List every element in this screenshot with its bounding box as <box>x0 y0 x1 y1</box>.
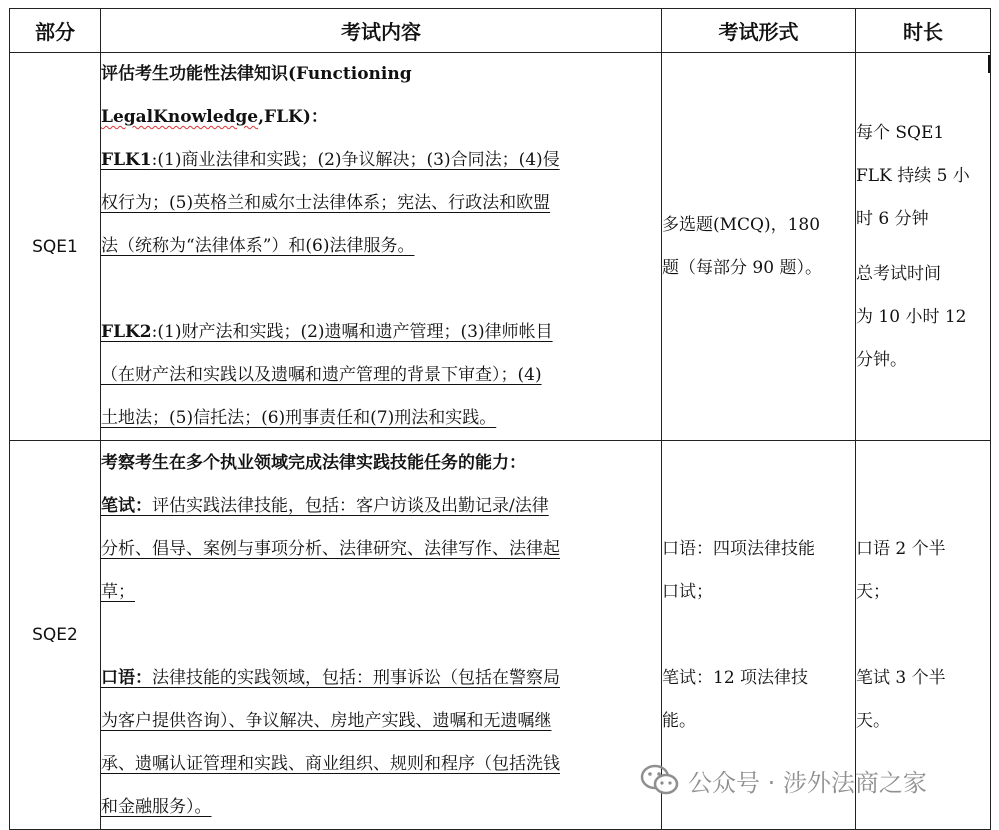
sqe2-intro: 考察考生在多个执业领域完成法律实践技能任务的能力： <box>101 452 526 473</box>
spacer <box>101 614 661 657</box>
oral-line3: 承、遗嘱认证管理和实践、商业组织、规则和程序（包括洗钱 <box>101 753 560 774</box>
flk2-text3: 土地法；(5)信托法；(6)刑事责任和(7)刑法和实践。 <box>101 408 497 428</box>
text-cursor <box>988 55 990 73</box>
watermark <box>640 758 980 802</box>
written-line3 <box>101 571 661 614</box>
sqe1-intro-line2 <box>101 96 661 139</box>
wechat-icon <box>640 763 680 797</box>
sqe1-dur-line5: 为 10 小时 12 <box>856 306 967 327</box>
sqe1-format-line1: 多选题(MCQ)，180 <box>662 214 821 235</box>
sqe2-dur-line3: 笔试 3 个半 <box>856 667 946 688</box>
sqe1-format <box>662 53 856 441</box>
written-line1 <box>101 485 661 528</box>
header-format: 考试形式 <box>662 9 856 53</box>
written-line2: 分析、倡导、案例与事项分析、法律研究、法律写作、法律起 <box>101 538 560 559</box>
sqe1-dur-line6: 分钟。 <box>856 349 907 370</box>
sqe2-format-line3: 笔试：12 项法律技 <box>662 667 809 688</box>
header-row <box>10 9 991 53</box>
flk1-text3: 法（统称为“法律体系”）和(6)法律服务。 <box>101 236 415 256</box>
flk2-line2: （在财产法和实践以及遗嘱和遗产管理的背景下审查）；(4) <box>101 365 542 385</box>
sqe2-dur-line2: 天； <box>856 581 890 602</box>
sqe2-part: SQE2 <box>10 441 101 830</box>
header-duration: 时长 <box>856 9 991 53</box>
written-text3: 草； <box>101 581 135 602</box>
flk2-line3 <box>101 397 661 440</box>
written-text1: 评估实践法律技能，包括：客户访谈及出勤记录/法律 <box>152 495 549 516</box>
spacer <box>856 614 990 657</box>
sqe1-dur-line2: FLK 持续 5 小 <box>856 165 970 186</box>
sqe1-dur-line1: 每个 SQE1 <box>856 122 945 143</box>
sqe2-dur-line1: 口语 2 个半 <box>856 538 946 559</box>
flk2-label: FLK2 <box>101 322 152 342</box>
sqe1-intro-rest: ,FLK)： <box>258 107 328 127</box>
oral-line2: 为客户提供咨询）、争议解决、房地产实践、遗嘱和无遗嘱继 <box>101 710 552 731</box>
flk1-line3 <box>101 225 661 268</box>
sqe1-intro-line1: 评估考生功能性法律知识(Functioning <box>101 64 412 84</box>
sqe1-intro-squiggle-term: LegalKnowledge <box>101 107 259 127</box>
flk2-line1 <box>101 311 661 354</box>
flk1-label: FLK1 <box>101 150 152 170</box>
spacer <box>662 614 855 657</box>
header-content: 考试内容 <box>101 9 662 53</box>
sqe1-content <box>101 53 662 441</box>
flk1-line1 <box>101 139 661 182</box>
sqe1-format-line2: 题（每部分 90 题）。 <box>662 257 822 278</box>
exam-table <box>9 8 991 830</box>
sqe1-part: SQE1 <box>10 53 101 441</box>
oral-line1 <box>101 657 661 700</box>
sqe2-format-line2: 口试； <box>662 581 713 602</box>
sqe1-dur-line3: 时 6 分钟 <box>856 208 929 229</box>
oral-label: 口语： <box>101 667 152 688</box>
spacer <box>101 268 661 311</box>
flk1-text1: :(1)商业法律和实践；(2)争议解决；(3)合同法；(4)侵 <box>151 150 560 170</box>
oral-text4: 和金融服务）。 <box>101 796 212 817</box>
sqe1-duration <box>856 53 991 441</box>
sqe2-format-line1: 口语：四项法律技能 <box>662 538 815 559</box>
oral-text1: 法律技能的实践领域，包括：刑事诉讼（包括在警察局 <box>152 667 560 688</box>
oral-line4 <box>101 786 661 829</box>
flk1-line2: 权行为；(5)英格兰和威尔士法律体系；宪法、行政法和欧盟 <box>101 193 551 213</box>
watermark-text: 公众号 · 涉外法商之家 <box>688 768 927 797</box>
written-label: 笔试： <box>101 495 152 516</box>
spacer <box>856 241 990 253</box>
sqe2-content <box>101 441 662 830</box>
row-sqe1 <box>10 53 991 441</box>
sqe2-format-line4: 能。 <box>662 710 696 731</box>
header-part: 部分 <box>10 9 101 53</box>
sqe1-dur-line4: 总考试时间 <box>856 263 941 284</box>
flk2-text1: :(1)财产法和实践；(2)遗嘱和遗产管理；(3)律师帐目 <box>151 322 553 342</box>
sqe2-dur-line4: 天。 <box>856 710 890 731</box>
